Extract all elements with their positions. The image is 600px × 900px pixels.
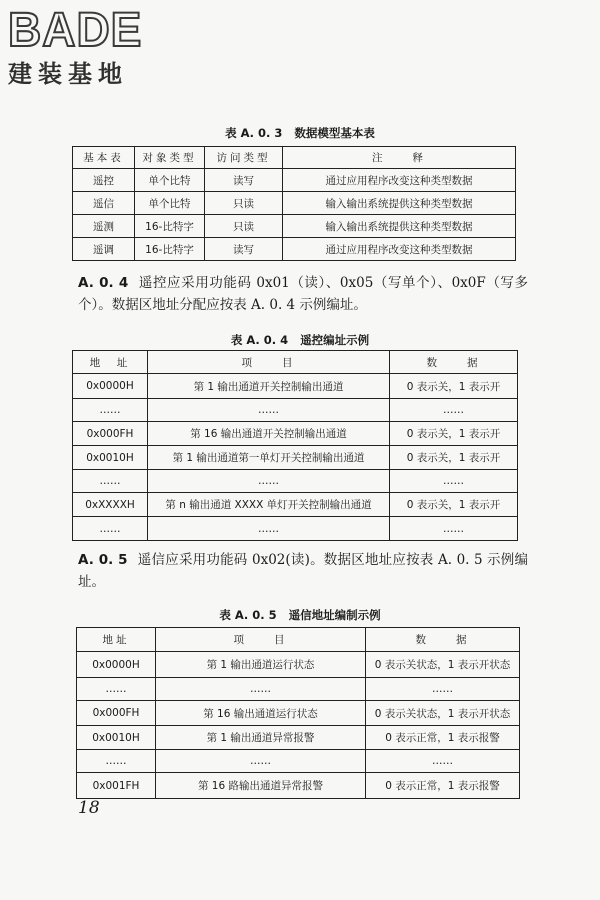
table4-header-row — [73, 351, 518, 374]
table-row — [77, 652, 520, 678]
table-cell: 第 16 路输出通道异常报警 — [156, 773, 366, 799]
table-cell: 0 表示关，1 表示开 — [390, 446, 518, 470]
table-cell: …… — [73, 470, 148, 493]
table-cell: 第 16 输出通道运行状态 — [156, 701, 366, 726]
table-cell: 单个比特 — [135, 169, 205, 192]
table-cell: 0 表示正常，1 表示报警 — [366, 726, 520, 750]
table-cell: …… — [77, 678, 156, 701]
table-cell: …… — [390, 517, 518, 541]
table-cell: 只读 — [205, 215, 283, 238]
table-cell: …… — [366, 750, 520, 773]
table-cell: 遥信 — [73, 192, 135, 215]
table-cell: 遥调 — [73, 238, 135, 261]
table-row — [77, 701, 520, 726]
logo-wordmark: BADE — [8, 1, 143, 57]
table-cell: 输入输出系统提供这种类型数据 — [283, 215, 516, 238]
publisher-logo — [8, 1, 178, 89]
table3-header-row — [73, 147, 516, 169]
table-cell: 第 1 输出通道异常报警 — [156, 726, 366, 750]
paragraph-a04 — [78, 272, 528, 316]
table-row — [73, 470, 518, 493]
table-cell: 0 表示关状态，1 表示开状态 — [366, 652, 520, 678]
table-row — [73, 215, 516, 238]
table-cell: 读写 — [205, 238, 283, 261]
table-cell: 第 n 输出通道 XXXX 单灯开关控制输出通道 — [148, 493, 390, 517]
table4-header-cell: 项 目 — [148, 351, 390, 374]
table-cell: …… — [156, 750, 366, 773]
table4-title: 遥控编址示例 — [300, 333, 370, 347]
table5-title: 遥信地址编制示例 — [288, 608, 381, 622]
table-cell: 通过应用程序改变这种类型数据 — [283, 169, 516, 192]
table-cell: 遥控 — [73, 169, 135, 192]
table-cell: …… — [73, 517, 148, 541]
table-row — [73, 517, 518, 541]
table-row — [73, 422, 518, 446]
table-row — [73, 169, 516, 192]
logo-chinese-name: 建装基地 — [8, 60, 128, 88]
table4-number: 表 A. 0. 4 — [230, 333, 289, 347]
table-cell: …… — [148, 470, 390, 493]
table3-header-cell: 注 释 — [283, 147, 516, 169]
table-cell: 0 表示关，1 表示开 — [390, 374, 518, 399]
table5-caption — [0, 607, 600, 623]
table-cell: 第 1 输出通道第一单灯开关控制输出通道 — [148, 446, 390, 470]
table-cell: 0xXXXXH — [73, 493, 148, 517]
section-number: A. 0. 5 — [78, 552, 128, 568]
table-cell: 0x001FH — [77, 773, 156, 799]
table-cell: …… — [156, 678, 366, 701]
table-cell: 输入输出系统提供这种类型数据 — [283, 192, 516, 215]
table5-header-row — [77, 628, 520, 652]
table-cell: 16-比特字 — [135, 215, 205, 238]
table-cell: 通过应用程序改变这种类型数据 — [283, 238, 516, 261]
table-cell: 0 表示关状态，1 表示开状态 — [366, 701, 520, 726]
table-cell: …… — [77, 750, 156, 773]
table-row — [73, 399, 518, 422]
table-row — [77, 750, 520, 773]
paragraph-a05 — [78, 549, 528, 593]
table3-caption — [0, 125, 600, 141]
table-cell: 0x000FH — [73, 422, 148, 446]
table-row — [73, 374, 518, 399]
table-cell: …… — [390, 470, 518, 493]
table-cell: 0x0000H — [77, 652, 156, 678]
table3-number: 表 A. 0. 3 — [225, 126, 283, 140]
table-cell: 0x0010H — [77, 726, 156, 750]
table-cell: 0x0000H — [73, 374, 148, 399]
table-cell: 读写 — [205, 169, 283, 192]
table-cell: 第 1 输出通道开关控制输出通道 — [148, 374, 390, 399]
table-row — [77, 678, 520, 701]
page-number: 18 — [78, 798, 100, 818]
table-cell: …… — [390, 399, 518, 422]
table-row — [73, 493, 518, 517]
table-row — [73, 238, 516, 261]
table4-caption — [0, 332, 600, 348]
table3-header-cell: 访问类型 — [205, 147, 283, 169]
table-cell: 遥测 — [73, 215, 135, 238]
table5-header-cell: 地址 — [77, 628, 156, 652]
table-row — [77, 773, 520, 799]
table3-header-cell: 对象类型 — [135, 147, 205, 169]
table4-header-cell: 数 据 — [390, 351, 518, 374]
table-cell: 第 1 输出通道运行状态 — [156, 652, 366, 678]
table5-header-cell: 数 据 — [366, 628, 520, 652]
table-row — [77, 726, 520, 750]
table-cell: …… — [73, 399, 148, 422]
table3-data-model — [72, 146, 516, 261]
table-cell: …… — [148, 517, 390, 541]
table-cell: …… — [366, 678, 520, 701]
table-cell: 0 表示关，1 表示开 — [390, 493, 518, 517]
section-number: A. 0. 4 — [78, 275, 129, 291]
table5-header-cell: 项 目 — [156, 628, 366, 652]
table-cell: 0 表示关，1 表示开 — [390, 422, 518, 446]
table-cell: 单个比特 — [135, 192, 205, 215]
table3-header-cell: 基本表 — [73, 147, 135, 169]
table-row — [73, 192, 516, 215]
table-cell: 0 表示正常，1 表示报警 — [366, 773, 520, 799]
table-cell: 0x000FH — [77, 701, 156, 726]
table4-header-cell: 地 址 — [73, 351, 148, 374]
table-cell: 0x0010H — [73, 446, 148, 470]
paragraph-text: 遥控应采用功能码 0x01（读）、0x05（写单个）、0x0F（写多个）。数据区地址分配应按表 A. 0. 4 示例编址。 — [78, 275, 528, 313]
table5-number: 表 A. 0. 5 — [219, 608, 277, 622]
table3-title: 数据模型基本表 — [294, 126, 375, 140]
table4-remote-control — [72, 350, 518, 541]
table-row — [73, 446, 518, 470]
paragraph-text: 遥信应采用功能码 0x02(读)。数据区地址应按表 A. 0. 5 示例编址。 — [78, 552, 528, 590]
table5-remote-signal — [76, 627, 520, 799]
table-cell: 只读 — [205, 192, 283, 215]
table-cell: 16-比特字 — [135, 238, 205, 261]
table-cell: …… — [148, 399, 390, 422]
table-cell: 第 16 输出通道开关控制输出通道 — [148, 422, 390, 446]
